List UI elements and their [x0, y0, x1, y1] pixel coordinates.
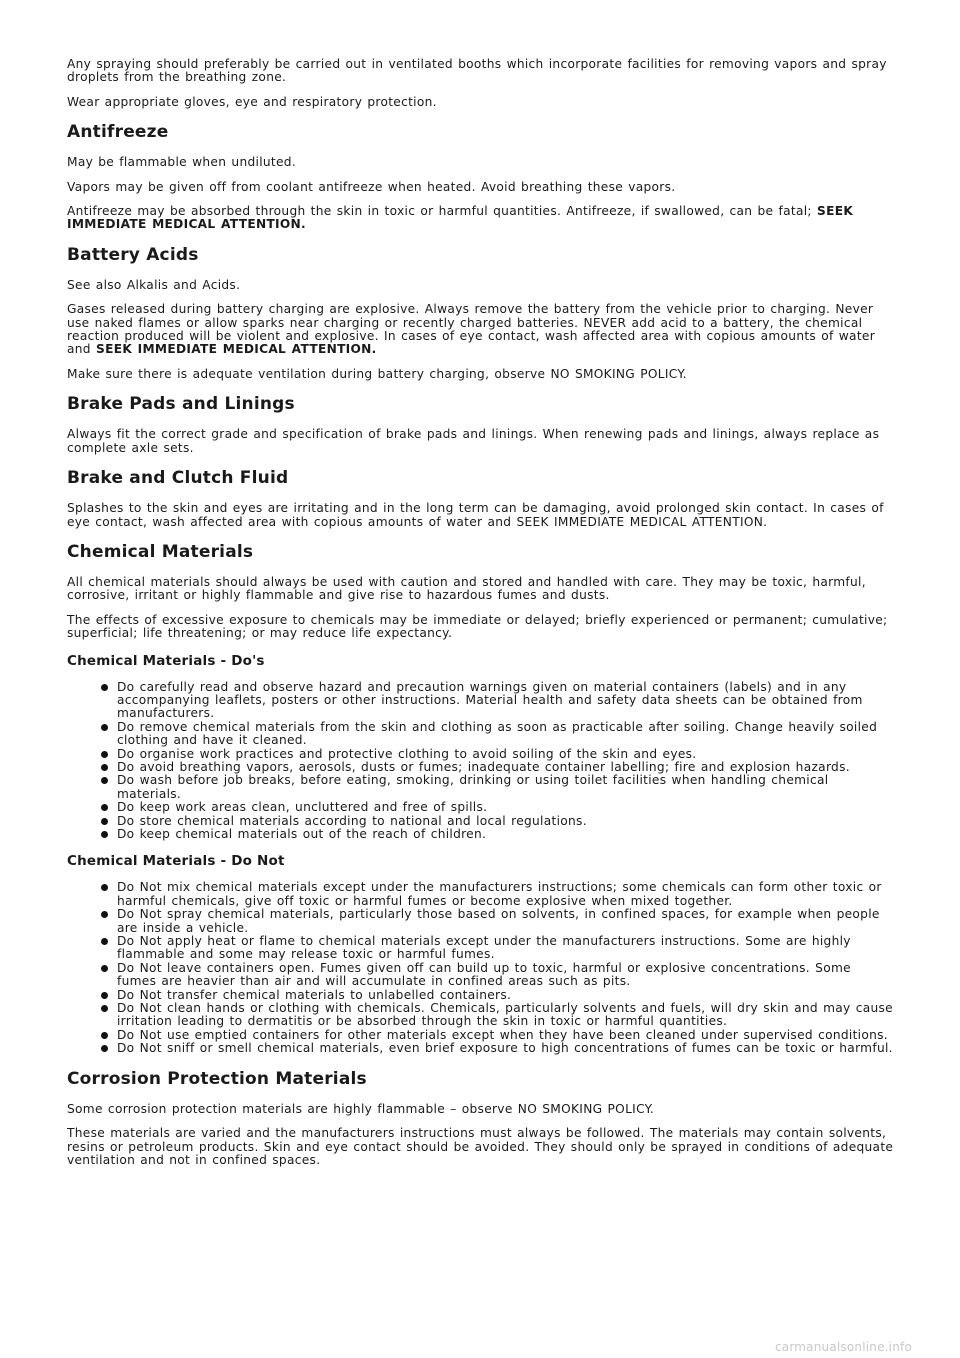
list-item-text: Do Not spray chemical materials, particularly those based on solvents, in confined spaces, for example when people are inside a vehicle. [117, 907, 880, 935]
list-item [117, 721, 895, 748]
bullet-icon [101, 818, 108, 825]
donts-list [67, 881, 895, 1055]
bullet-icon [101, 751, 108, 758]
brake-pads-paragraph-1: Always fit the correct grade and specification of brake pads and linings. When renewing pads and linings, always replace as complete axle sets. [67, 427, 880, 455]
watermark: carmanualsonline.info [775, 1340, 912, 1354]
battery-paragraph-1: See also Alkalis and Acids. [67, 277, 241, 292]
list-item [117, 989, 895, 1002]
brake-pads-heading: Brake Pads and Linings [67, 394, 295, 415]
list-item [117, 962, 895, 989]
list-item-text: Do remove chemical materials from the skin and clothing as soon as practicable after soiling. Change heavily soiled clothing and have it cleaned. [117, 719, 878, 748]
bullet-icon [101, 965, 108, 972]
dos-heading: Chemical Materials - Do's [67, 652, 265, 669]
bullet-icon [101, 684, 108, 691]
antifreeze-heading: Antifreeze [67, 122, 169, 143]
list-item-text: Do store chemical materials according to national and local regulations. [117, 813, 587, 828]
battery-paragraph-2 [67, 303, 895, 357]
document-page [67, 58, 895, 1178]
bullet-icon [101, 804, 108, 811]
battery-warning: SEEK IMMEDIATE MEDICAL ATTENTION. [96, 342, 377, 357]
bullet-icon [101, 992, 108, 999]
list-item [117, 748, 895, 761]
list-item-text: Do Not use emptied containers for other materials except when they have been cleaned under supervised conditions. [117, 1027, 888, 1042]
intro-paragraph-1: Any spraying should preferably be carried out in ventilated booths which incorporate facilities for removing vapors and spray droplets from the breathing zone. [67, 57, 887, 85]
antifreeze-warning: SEEK IMMEDIATE MEDICAL ATTENTION. [67, 204, 854, 232]
section-chemical-materials [67, 542, 895, 641]
list-item-text: Do wash before job breaks, before eating, smoking, drinking or using toilet facilities when handling chemical materials. [117, 773, 829, 801]
donts-heading: Chemical Materials - Do Not [67, 853, 285, 870]
chemical-heading: Chemical Materials [67, 541, 254, 562]
list-item [117, 935, 895, 962]
battery-paragraph-3: Make sure there is adequate ventilation during battery charging, observe NO SMOKING POLICY. [67, 366, 687, 381]
list-item-text: Do Not mix chemical materials except under the manufacturers instructions; some chemicals can form other toxic or harmful chemicals, give off toxic or harmful fumes or become explosive when mixed together. [117, 880, 882, 908]
brake-fluid-heading: Brake and Clutch Fluid [67, 468, 289, 489]
list-item [117, 761, 895, 774]
bullet-icon [101, 724, 108, 731]
section-antifreeze [67, 122, 895, 232]
bullet-icon [101, 884, 108, 891]
bullet-icon [101, 1005, 108, 1012]
corrosion-heading: Corrosion Protection Materials [67, 1068, 367, 1089]
corrosion-paragraph-2: These materials are varied and the manufacturers instructions must always be followed. The materials may contain solvents, resins or petroleum products. Skin and eye contact should be avoided. They should only be sprayed in conditions of adequate ventilation and not in confined spaces. [67, 1126, 894, 1167]
list-item [117, 1029, 895, 1042]
chemical-paragraph-1: All chemical materials should always be used with caution and stored and handled with care. They may be toxic, harmful, corrosive, irritant or highly flammable and give rise to hazardous fumes and dusts. [67, 574, 866, 603]
antifreeze-paragraph-3-text: Antifreeze may be absorbed through the skin in toxic or harmful quantities. Antifreeze, if swallowed, can be fatal; [67, 204, 817, 219]
list-item-text: Do keep work areas clean, uncluttered and free of spills. [117, 800, 488, 815]
list-item-text: Do Not apply heat or flame to chemical materials except under the manufacturers instructions. Some are highly flammable and some may release toxic or harmful fumes. [117, 934, 851, 962]
list-item [117, 815, 895, 828]
list-item [117, 801, 895, 814]
corrosion-paragraph-1: Some corrosion protection materials are highly flammable – observe NO SMOKING POLICY. [67, 1101, 655, 1116]
list-item-text: Do avoid breathing vapors, aerosols, dusts or fumes; inadequate container labelling; fire and explosion hazards. [117, 759, 850, 774]
list-item-text: Do Not leave containers open. Fumes given off can build up to toxic, harmful or explosive concentrations. Some fumes are heavier than air and will accumulate in confined areas such as pits. [117, 960, 851, 989]
list-item [117, 908, 895, 935]
bullet-icon [101, 831, 108, 838]
list-item [117, 828, 895, 841]
bullet-icon [101, 911, 108, 918]
antifreeze-paragraph-3 [67, 205, 895, 232]
section-chemical-donts [67, 853, 895, 1055]
list-item [117, 1002, 895, 1029]
section-chemical-dos [67, 653, 895, 842]
section-brake-fluid [67, 468, 895, 529]
list-item-text: Do organise work practices and protective clothing to avoid soiling of the skin and eyes. [117, 746, 697, 761]
chemical-paragraph-2: The effects of excessive exposure to chemicals may be immediate or delayed; briefly experienced or permanent; cumulative; superficial; life threatening; or may reduce life expectancy. [67, 612, 888, 641]
list-item [117, 774, 895, 801]
bullet-icon [101, 938, 108, 945]
list-item [117, 681, 895, 721]
bullet-icon [101, 1045, 108, 1052]
intro-paragraph-2: Wear appropriate gloves, eye and respiratory protection. [67, 94, 437, 109]
bullet-icon [101, 1032, 108, 1039]
list-item-text: Do Not sniff or smell chemical materials, even brief exposure to high concentrations of fumes can be toxic or harmful. [117, 1041, 893, 1056]
section-brake-pads [67, 394, 895, 455]
list-item-text: Do Not transfer chemical materials to unlabelled containers. [117, 987, 512, 1002]
list-item-text: Do Not clean hands or clothing with chemicals. Chemicals, particularly solvents and fuels, will dry skin and may cause irritation leading to dermatitis or be absorbed through the skin in toxic or harmful quantities. [117, 1001, 893, 1029]
section-corrosion-protection [67, 1069, 895, 1168]
antifreeze-paragraph-1: May be flammable when undiluted. [67, 155, 296, 170]
section-battery-acids [67, 245, 895, 381]
dos-list [67, 681, 895, 842]
bullet-icon [101, 777, 108, 784]
list-item [117, 881, 895, 908]
list-item-text: Do keep chemical materials out of the reach of children. [117, 827, 487, 841]
list-item-text: Do carefully read and observe hazard and precaution warnings given on material containers (labels) and in any accompanying leaflets, posters or other instructions. Material health and safety data sheets can be obtained from manufacturers. [117, 679, 863, 721]
battery-heading: Battery Acids [67, 244, 199, 265]
bullet-icon [101, 764, 108, 771]
list-item [117, 1042, 895, 1055]
antifreeze-paragraph-2: Vapors may be given off from coolant antifreeze when heated. Avoid breathing these vapors. [67, 179, 676, 194]
battery-paragraph-2-text: Gases released during battery charging are explosive. Always remove the battery from the vehicle prior to charging. Never use naked flames or allow sparks near charging or recently charged batteries. NEVER add acid to a battery, the chemical reaction produced will be violent and explosive. In cases of eye contact, wash affected area with copious amounts of water and [67, 302, 876, 357]
brake-fluid-paragraph-1: Splashes to the skin and eyes are irritating and in the long term can be damaging, avoid prolonged skin contact. In cases of eye contact, wash affected area with copious amounts of water and SEEK IMMEDIATE MEDICAL ATTENTION. [67, 501, 884, 529]
